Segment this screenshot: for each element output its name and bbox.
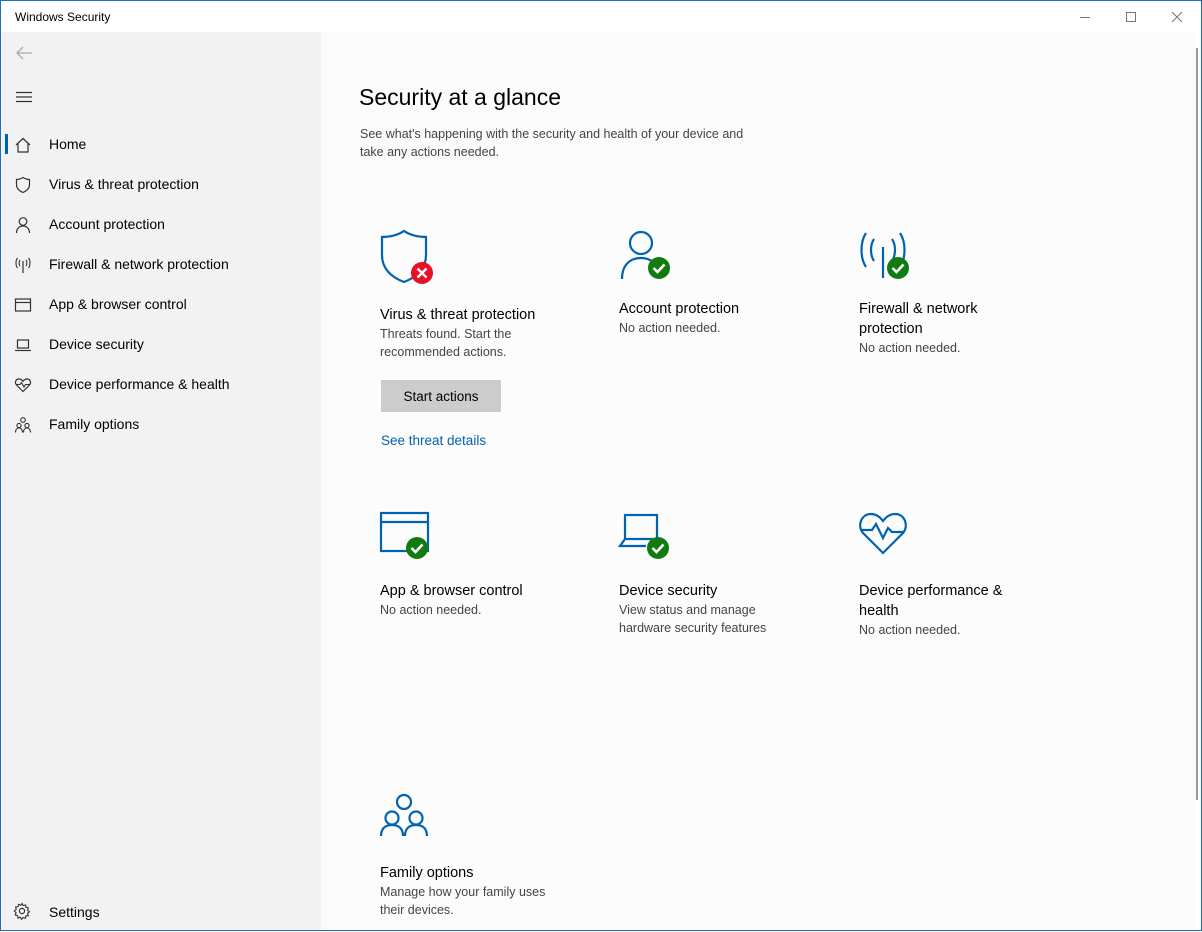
antenna-icon xyxy=(13,255,33,275)
tile-title: Firewall & network protection xyxy=(859,301,978,337)
person-ok-icon xyxy=(618,229,678,289)
start-actions-button[interactable]: Start actions xyxy=(381,380,501,412)
shield-icon xyxy=(13,175,33,195)
sidebar-item-label: Device security xyxy=(49,336,144,352)
sidebar-item-virus-threat-protection[interactable] xyxy=(1,164,321,204)
tile-status: No action needed. xyxy=(859,341,961,355)
tile-virus-threat-protection[interactable] xyxy=(361,209,590,477)
sidebar-item-app-browser-control[interactable] xyxy=(1,284,321,324)
sidebar-item-account-protection[interactable] xyxy=(1,204,321,244)
sidebar-item-label: Settings xyxy=(49,904,100,920)
hamburger-menu-button[interactable] xyxy=(9,84,39,110)
sidebar-item-settings[interactable] xyxy=(1,892,321,932)
sidebar-item-label: Virus & threat protection xyxy=(49,176,199,192)
tile-device-security[interactable] xyxy=(600,491,829,759)
tile-status: Manage how your family uses their devices. xyxy=(380,885,546,917)
home-icon xyxy=(13,135,33,155)
person-icon xyxy=(13,215,33,235)
tile-status: No action needed. xyxy=(859,623,961,637)
tile-device-performance-health[interactable] xyxy=(840,491,1069,759)
sidebar-item-label: App & browser control xyxy=(49,296,187,312)
laptop-ok-icon xyxy=(618,511,678,571)
maximize-button[interactable] xyxy=(1108,1,1154,32)
tile-status: View status and manage hardware security features xyxy=(619,603,767,635)
tile-status: No action needed. xyxy=(380,603,482,617)
tile-status: No action needed. xyxy=(619,321,721,335)
see-threat-details-link[interactable]: See threat details xyxy=(381,433,487,448)
sidebar-item-label: Home xyxy=(49,136,87,152)
sidebar xyxy=(1,32,321,930)
gear-icon xyxy=(13,902,33,922)
family-icon xyxy=(379,793,439,853)
window-title: Windows Security xyxy=(15,10,111,24)
sidebar-item-label: Device performance & health xyxy=(49,376,230,392)
minimize-button[interactable] xyxy=(1062,1,1108,32)
antenna-ok-icon xyxy=(858,229,918,289)
tile-firewall-network-protection[interactable] xyxy=(840,209,1069,477)
browser-ok-icon xyxy=(379,511,439,571)
close-icon xyxy=(1171,11,1183,23)
tile-title: Virus & threat protection xyxy=(380,307,536,323)
scrollbar[interactable] xyxy=(1196,48,1198,800)
tile-title: Account protection xyxy=(619,301,740,317)
sidebar-item-firewall-network-protection[interactable] xyxy=(1,244,321,284)
sidebar-item-home[interactable] xyxy=(1,124,321,164)
back-arrow-icon xyxy=(15,46,33,60)
hamburger-icon xyxy=(16,91,32,103)
tile-family-options[interactable] xyxy=(361,773,590,930)
heart-icon xyxy=(13,375,33,395)
tile-title: Family options xyxy=(380,865,474,881)
sidebar-item-label: Firewall & network protection xyxy=(49,256,229,272)
main-content xyxy=(321,32,1196,930)
sidebar-item-device-security[interactable] xyxy=(1,324,321,364)
sidebar-item-family-options[interactable] xyxy=(1,404,321,444)
tile-account-protection[interactable] xyxy=(600,209,829,477)
maximize-icon xyxy=(1125,11,1137,23)
page-title: Security at a glance xyxy=(359,84,562,110)
title-bar xyxy=(1,1,1201,32)
browser-window-icon xyxy=(13,295,33,315)
sidebar-item-label: Account protection xyxy=(49,216,165,232)
laptop-icon xyxy=(13,335,33,355)
tile-title: Device security xyxy=(619,583,718,599)
back-button[interactable] xyxy=(9,40,39,66)
shield-error-icon xyxy=(379,229,439,289)
tile-title: App & browser control xyxy=(380,583,523,599)
page-description: See what's happening with the security and health of your device and take any actions needed. xyxy=(360,127,744,159)
heart-pulse-icon xyxy=(858,511,918,571)
minimize-icon xyxy=(1079,11,1091,23)
tile-status: Threats found. Start the recommended actions. xyxy=(380,327,512,359)
sidebar-item-device-performance-health[interactable] xyxy=(1,364,321,404)
tile-app-browser-control[interactable] xyxy=(361,491,590,759)
close-button[interactable] xyxy=(1154,1,1200,32)
family-icon xyxy=(13,415,33,435)
sidebar-item-label: Family options xyxy=(49,416,140,432)
tile-title: Device performance & health xyxy=(859,583,1003,619)
